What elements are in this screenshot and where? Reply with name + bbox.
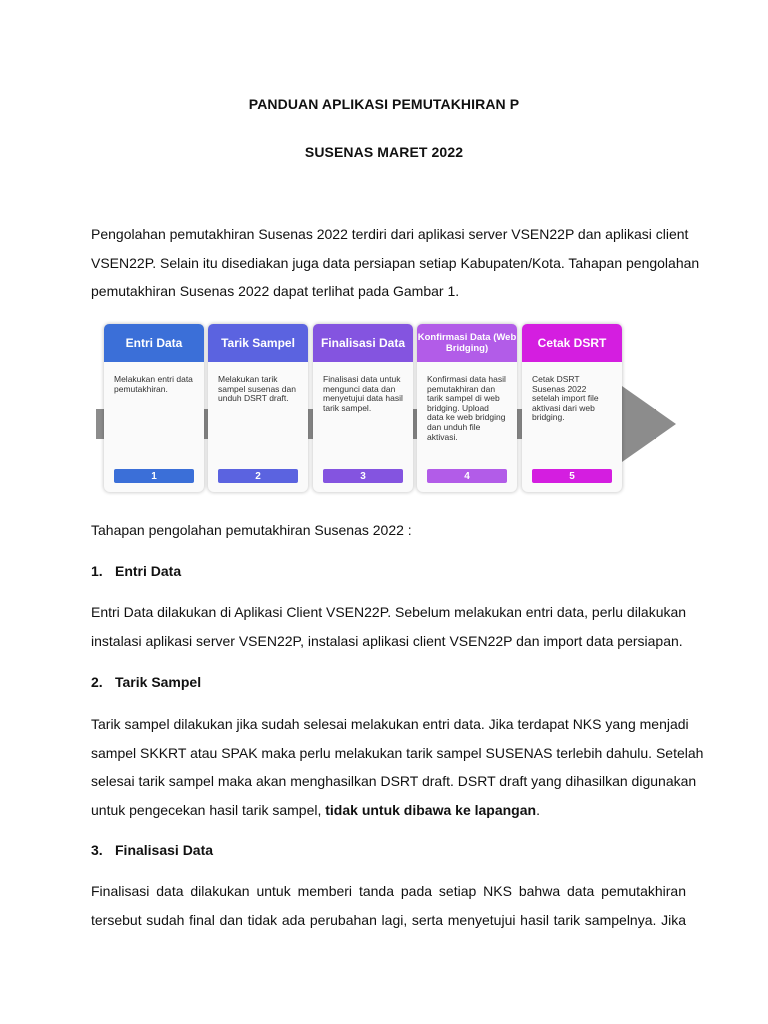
card-step-number: 3 [323, 469, 403, 483]
section-heading-entri-data [91, 563, 181, 579]
body-line: selesai tarik sampel maka akan menghasilkan DSRT draft. DSRT draft yang dihasilkan digunakan [91, 773, 697, 789]
body-line [91, 796, 686, 825]
body-line: Finalisasi data dilakukan untuk memberi tanda pada setiap NKS bahwa data pemutakhiran [91, 883, 686, 899]
body-line: Entri Data dilakukan di Aplikasi Client VSEN22P. Sebelum melakukan entri data, perlu dilakukan [91, 604, 687, 620]
section-number: 1. [91, 563, 103, 579]
process-card-entri-data [104, 324, 204, 492]
section-number: 2. [91, 674, 103, 690]
steps-intro [91, 516, 686, 545]
section-title: Tarik Sampel [115, 674, 202, 690]
card-title: Finalisasi Data [313, 324, 413, 362]
card-title: Cetak DSRT [522, 324, 622, 362]
intro-line: Pengolahan pemutakhiran Susenas 2022 terdiri dari aplikasi server VSEN22P dan aplikasi client [91, 226, 689, 242]
card-body: Cetak DSRT Susenas 2022 setelah import file aktivasi dari web bridging. [532, 374, 599, 423]
card-body: Finalisasi data untuk mengunci data dan menyetujui data hasil tarik sampel. [323, 374, 403, 413]
card-body: Melakukan tarik sampel susenas dan unduh DSRT draft. [218, 374, 296, 404]
body-line: tersebut sudah final dan tidak ada perubahan lagi, serta menyetujui hasil tarik sampelnya. Jika [91, 911, 686, 928]
section-heading-tarik-sampel [91, 674, 201, 690]
body-line: Tarik sampel dilakukan jika sudah selesai melakukan entri data. Jika terdapat NKS yang menjadi [91, 716, 689, 732]
page-subtitle: SUSENAS MARET 2022 [304, 144, 464, 160]
section-number: 3. [91, 842, 103, 858]
intro-line: pemutakhiran Susenas 2022 dapat terlihat pada Gambar 1. [91, 283, 460, 299]
body-text: untuk pengecekan hasil tarik sampel, [91, 801, 326, 818]
emphasis-text: tidak untuk dibawa ke lapangan [325, 801, 537, 818]
section-body-finalisasi-data [91, 877, 686, 934]
body-line: sampel SKKRT atau SPAK maka perlu melakukan tarik sampel SUSENAS terlebih dahulu. Setelah [91, 744, 704, 761]
body-line: instalasi aplikasi server VSEN22P, instalasi aplikasi client VSEN22P dan import data persiapan. [91, 632, 683, 649]
card-title: Entri Data [104, 324, 204, 362]
card-step-number: 4 [427, 469, 507, 483]
card-title: Konfirmasi Data (Web Bridging) [417, 324, 517, 362]
process-card-tarik-sampel [208, 324, 308, 492]
section-body-tarik-sampel [91, 710, 704, 824]
process-arrow-icon [622, 386, 676, 462]
card-body: Melakukan entri data pemutakhiran. [114, 374, 193, 394]
card-step-number: 5 [532, 469, 612, 483]
section-body-entri-data [91, 598, 686, 655]
card-step-number: 2 [218, 469, 298, 483]
card-body: Konfirmasi data hasil pemutakhiran dan tarik sampel di web bridging. Upload data ke web bridging dan unduh file aktivasi. [427, 374, 506, 442]
section-title: Entri Data [115, 563, 182, 579]
process-card-finalisasi-data [313, 324, 413, 492]
body-text: . [536, 801, 540, 818]
section-heading-finalisasi-data [91, 842, 213, 858]
section-title: Finalisasi Data [115, 842, 214, 858]
process-card-cetak-dsrt [522, 324, 622, 492]
steps-intro-text: Tahapan pengolahan pemutakhiran Susenas 2022 : [91, 522, 412, 538]
card-title: Tarik Sampel [208, 324, 308, 362]
process-diagram [94, 318, 678, 498]
process-card-konfirmasi-data [417, 324, 517, 492]
intro-line: VSEN22P. Selain itu disediakan juga data persiapan setiap Kabupaten/Kota. Tahapan pengolahan [91, 254, 700, 271]
card-step-number: 1 [114, 469, 194, 483]
intro-paragraph [91, 220, 700, 306]
page-title: PANDUAN APLIKASI PEMUTAKHIRAN P [248, 96, 520, 112]
